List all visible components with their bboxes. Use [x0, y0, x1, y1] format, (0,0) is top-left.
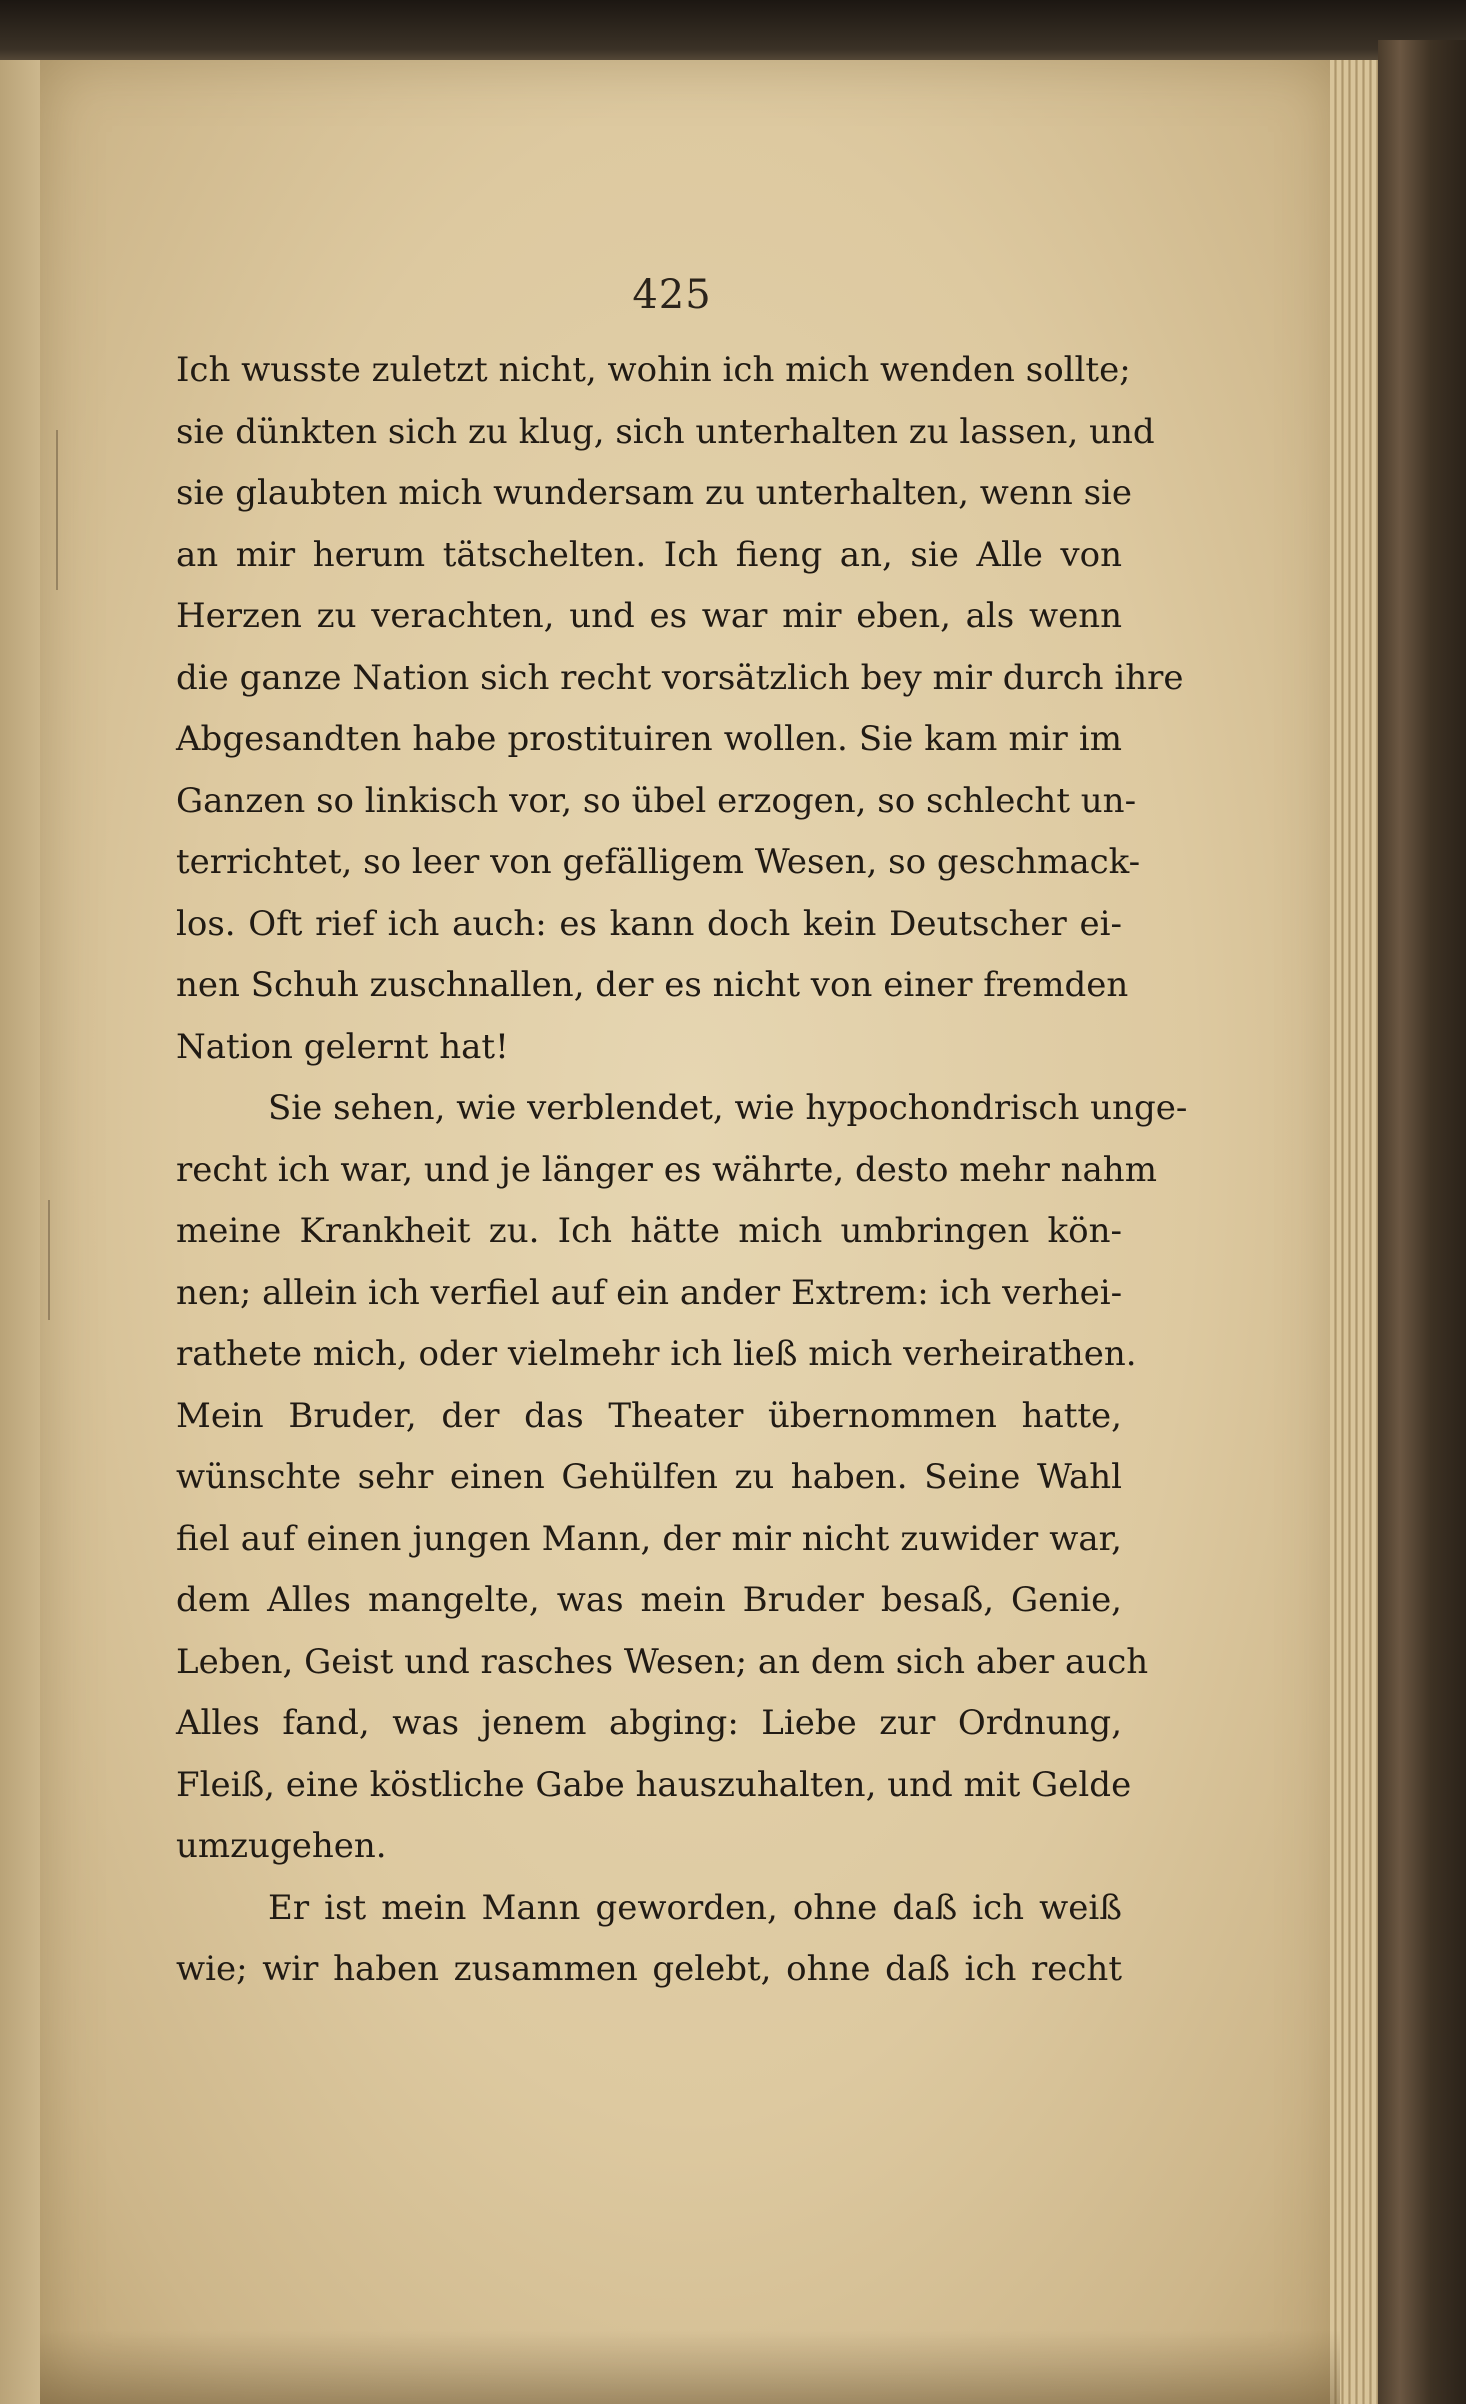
text-line: Nation gelernt hat!: [176, 1026, 509, 1067]
text-line: Fleiß, eine köstliche Gabe hauszuhalten, und mit Gelde: [176, 1764, 1132, 1805]
text-line: recht ich war, und je länger es währte, desto mehr nahm: [176, 1149, 1157, 1190]
text-line: Abgesandten habe prostituiren wollen. Sie kam mir im: [176, 719, 1122, 759]
margin-mark: [56, 430, 58, 590]
text-line: sie glaubten mich wundersam zu unterhalten, wenn sie: [176, 473, 1133, 513]
text-line: los. Oft rief ich auch: es kann doch kein Deutscher ei-: [176, 903, 1122, 944]
text-line: Mein Bruder, der das Theater übernommen hatte,: [176, 1395, 1122, 1436]
book-cover-edge: [1378, 40, 1466, 2404]
margin-mark: [48, 1200, 50, 1320]
text-line: dem Alles mangelte, was mein Bruder besaß, Genie,: [176, 1580, 1122, 1620]
text-line: wie; wir haben zusammen gelebt, ohne daß ich recht: [176, 1949, 1122, 1989]
text-line: nen; allein ich verfiel auf ein ander Extrem: ich verhei-: [176, 1272, 1123, 1313]
text-line: Sie sehen, wie verblendet, wie hypochondrisch unge-: [268, 1088, 1188, 1128]
text-line: die ganze Nation sich recht vorsätzlich bey mir durch ihre: [176, 657, 1184, 698]
text-line: Alles fand, was jenem abging: Liebe zur Ordnung,: [176, 1703, 1122, 1743]
body-text: [176, 340, 1188, 2001]
page-number: 425: [632, 272, 712, 318]
text-line: Ganzen so linkisch vor, so übel erzogen, so schlecht un-: [176, 780, 1137, 821]
text-line: nen Schuh zuschnallen, der es nicht von einer fremden: [176, 965, 1129, 1005]
text-line: meine Krankheit zu. Ich hätte mich umbringen kön-: [176, 1211, 1122, 1251]
page-bottom-shadow: [40, 2330, 1340, 2404]
text-line: an mir herum tätschelten. Ich fieng an, sie Alle von: [176, 534, 1122, 575]
text-line: fiel auf einen jungen Mann, der mir nicht zuwider war,: [176, 1518, 1122, 1559]
text-line: Leben, Geist und rasches Wesen; an dem sich aber auch: [176, 1641, 1149, 1682]
text-line: sie dünkten sich zu klug, sich unterhalten zu lassen, und: [176, 411, 1155, 452]
text-line: umzugehen.: [176, 1826, 387, 1866]
page-block-edges: [1330, 60, 1380, 2404]
text-line: Ich wusste zuletzt nicht, wohin ich mich wenden sollte;: [176, 350, 1131, 390]
text-line: Er ist mein Mann geworden, ohne daß ich weiß: [268, 1887, 1122, 1928]
text-line: terrichtet, so leer von gefälligem Wesen, so geschmack-: [176, 842, 1141, 882]
text-line: Herzen zu verachten, und es war mir eben, als wenn: [176, 596, 1122, 636]
text-line: rathete mich, oder vielmehr ich ließ mich verheirathen.: [176, 1334, 1137, 1374]
text-line: wünschte sehr einen Gehülfen zu haben. Seine Wahl: [176, 1457, 1122, 1497]
